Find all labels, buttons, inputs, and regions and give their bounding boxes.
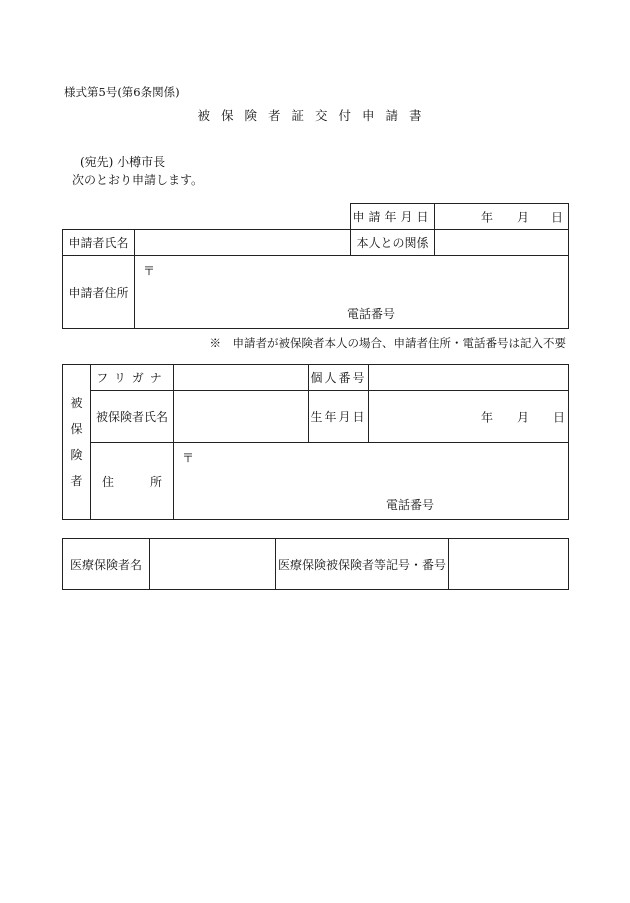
- applicant-phone-label: 電話番号: [347, 307, 396, 321]
- note-text: ※ 申請者が被保険者本人の場合、申請者住所・電話番号は記入不要: [209, 336, 566, 350]
- insured-phone-label: 電話番号: [386, 498, 435, 512]
- medical-insurance-table: [62, 538, 569, 590]
- applicant-name-label: 申請者氏名: [63, 230, 135, 256]
- postal-mark: 〒: [143, 264, 156, 278]
- application-date-field[interactable]: [435, 204, 569, 230]
- insured-address-field[interactable]: [174, 443, 569, 520]
- personal-number-field[interactable]: [369, 365, 569, 391]
- insurer-name-label: 医療保険者名: [63, 539, 150, 590]
- applicant-address-label: 申請者住所: [63, 256, 135, 329]
- insurer-name-field[interactable]: [150, 539, 276, 590]
- application-date-label: 申請年月日: [351, 204, 435, 230]
- postal-mark: 〒: [182, 451, 195, 465]
- page-title: 被保険者証交付申請書: [197, 108, 433, 123]
- applicant-name-field[interactable]: [135, 230, 351, 256]
- personal-number-label: 個人番号: [309, 365, 369, 391]
- insured-name-field[interactable]: [174, 391, 309, 443]
- symbol-number-field[interactable]: [449, 539, 569, 590]
- form-id: 様式第5号(第6条関係): [64, 85, 180, 99]
- day-label: 日: [553, 410, 566, 424]
- furigana-label: フリガナ: [91, 365, 174, 391]
- applicant-table: [62, 203, 569, 329]
- birthdate-field[interactable]: [369, 391, 569, 443]
- birthdate-label: 生年月日: [309, 391, 369, 443]
- relation-field[interactable]: [435, 230, 569, 256]
- relation-label: 本人との関係: [351, 230, 435, 256]
- address-to: (宛先) 小樽市長: [80, 155, 166, 169]
- empty-area: [63, 204, 351, 230]
- insured-section-label: 被 保 険 者: [63, 365, 91, 520]
- insured-address-label: 住 所: [91, 443, 174, 520]
- month-label: 月: [517, 210, 530, 224]
- year-label: 年: [481, 210, 494, 224]
- day-label: 日: [551, 210, 564, 224]
- year-label: 年: [481, 410, 494, 424]
- month-label: 月: [517, 410, 530, 424]
- symbol-number-label: 医療保険被保険者等記号・番号: [276, 539, 449, 590]
- insured-table: [62, 364, 569, 520]
- insured-name-label: 被保険者氏名: [91, 391, 174, 443]
- intro-text: 次のとおり申請します。: [72, 173, 204, 187]
- furigana-field[interactable]: [174, 365, 309, 391]
- applicant-address-field[interactable]: [135, 256, 569, 329]
